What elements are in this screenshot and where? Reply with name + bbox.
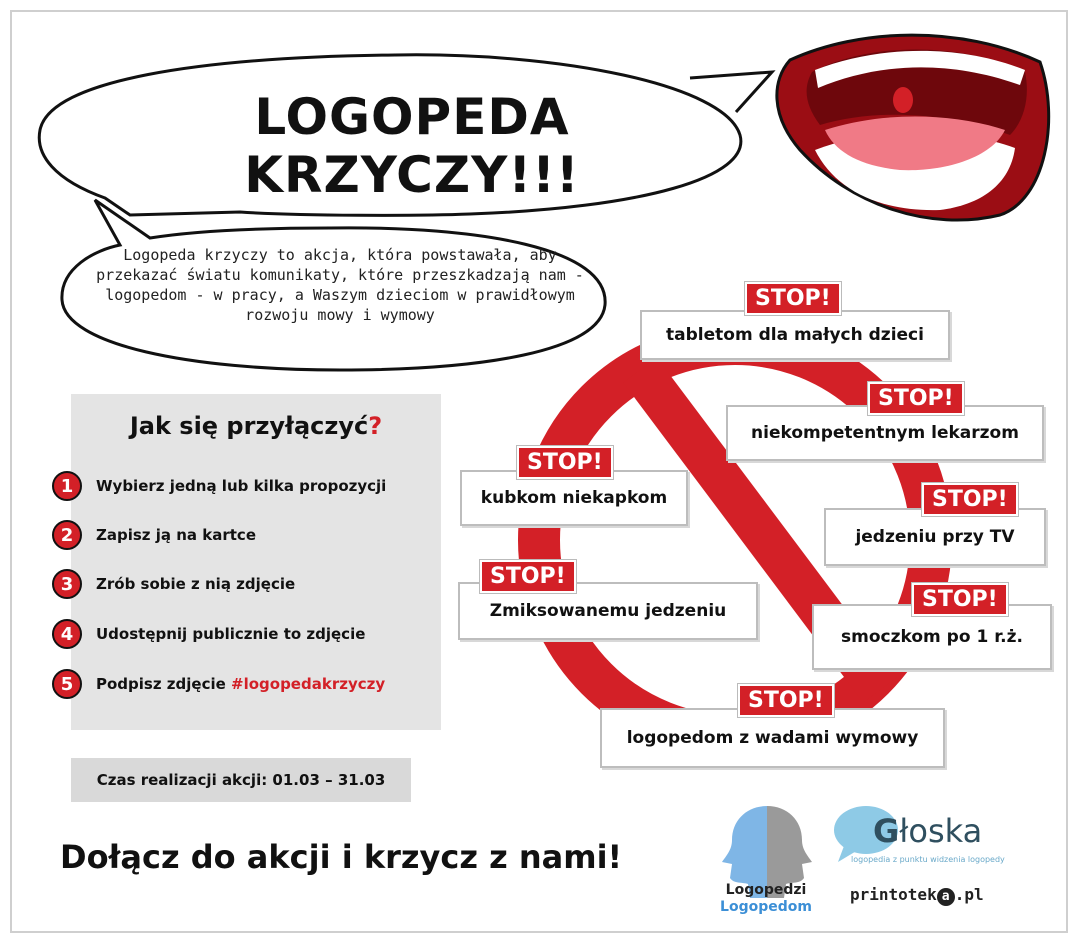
stop-badge: STOP! xyxy=(517,446,613,479)
step-3 xyxy=(52,567,412,601)
step-1 xyxy=(52,469,412,503)
gloska-first-letter: G xyxy=(873,812,900,850)
step-text: Udostępnij publicznie to zdjęcie xyxy=(96,625,366,643)
step-5 xyxy=(52,667,412,701)
step-text xyxy=(96,675,385,693)
logo-line-2: Logopedom xyxy=(720,899,812,915)
stop-card-tablets xyxy=(640,310,950,360)
stop-card-text: jedzeniu przy TV xyxy=(855,527,1015,547)
howto-title xyxy=(71,412,441,440)
stop-card-text: smoczkom po 1 r.ż. xyxy=(841,627,1023,647)
call-to-action: Dołącz do akcji i krzycz z nami! xyxy=(60,838,623,876)
step-number: 4 xyxy=(52,619,82,649)
stop-card-text: tabletom dla małych dzieci xyxy=(666,325,924,345)
howto-question-mark: ? xyxy=(368,412,383,440)
stop-card-text: Zmiksowanemu jedzeniu xyxy=(489,601,727,621)
stop-badge: STOP! xyxy=(912,583,1008,616)
stop-card-text: kubkom niekapkom xyxy=(480,488,668,508)
stop-badge: STOP! xyxy=(868,382,964,415)
step-text: Zrób sobie z nią zdjęcie xyxy=(96,575,296,593)
gloska-logo-name xyxy=(873,812,982,850)
stop-card-tv-eating xyxy=(824,508,1046,566)
hashtag: #logopedakrzyczy xyxy=(231,675,386,693)
stop-badge: STOP! xyxy=(922,483,1018,516)
stop-badge: STOP! xyxy=(480,560,576,593)
printo-mark: a xyxy=(937,888,955,906)
printoteka-logo xyxy=(850,885,984,906)
stop-card-speech-therapists xyxy=(600,708,945,768)
stop-badge: STOP! xyxy=(745,282,841,315)
stop-card-text: logopedom z wadami wymowy xyxy=(626,728,919,748)
step-text: Wybierz jedną lub kilka propozycji xyxy=(96,477,387,495)
howto-title-text: Jak się przyłączyć xyxy=(129,412,369,440)
gloska-tagline: logopedia z punktu widzenia logopedy xyxy=(851,855,1005,864)
gloska-rest: łoska xyxy=(899,812,983,850)
campaign-dates: Czas realizacji akcji: 01.03 – 31.03 xyxy=(71,758,411,802)
step-4 xyxy=(52,617,412,651)
step-number: 3 xyxy=(52,569,82,599)
step-number: 5 xyxy=(52,669,82,699)
printo-suffix: .pl xyxy=(954,885,984,904)
screaming-mouth xyxy=(777,35,1049,220)
logo-line-1: Logopedzi xyxy=(725,882,807,898)
step-number: 1 xyxy=(52,471,82,501)
step-number: 2 xyxy=(52,520,82,550)
step-text-prefix: Podpisz zdjęcie xyxy=(96,675,232,693)
step-text: Zapisz ją na kartce xyxy=(96,526,256,544)
page-title: LOGOPEDA KRZYCZY!!! xyxy=(244,88,580,204)
printo-prefix: printotek xyxy=(850,885,937,904)
step-2 xyxy=(52,518,412,552)
intro-text: Logopeda krzyczy to akcja, która powstawała, aby przekazać światu komunikaty, które przeszkadzają nam - logopedom - w pracy, a Waszym dzieciom w prawidłowym rozwoju mowy i wymowy xyxy=(96,246,584,324)
stop-card-text: niekompetentnym lekarzom xyxy=(751,423,1019,443)
logopedzi-logopedom-text xyxy=(700,882,832,916)
stop-badge: STOP! xyxy=(738,684,834,717)
